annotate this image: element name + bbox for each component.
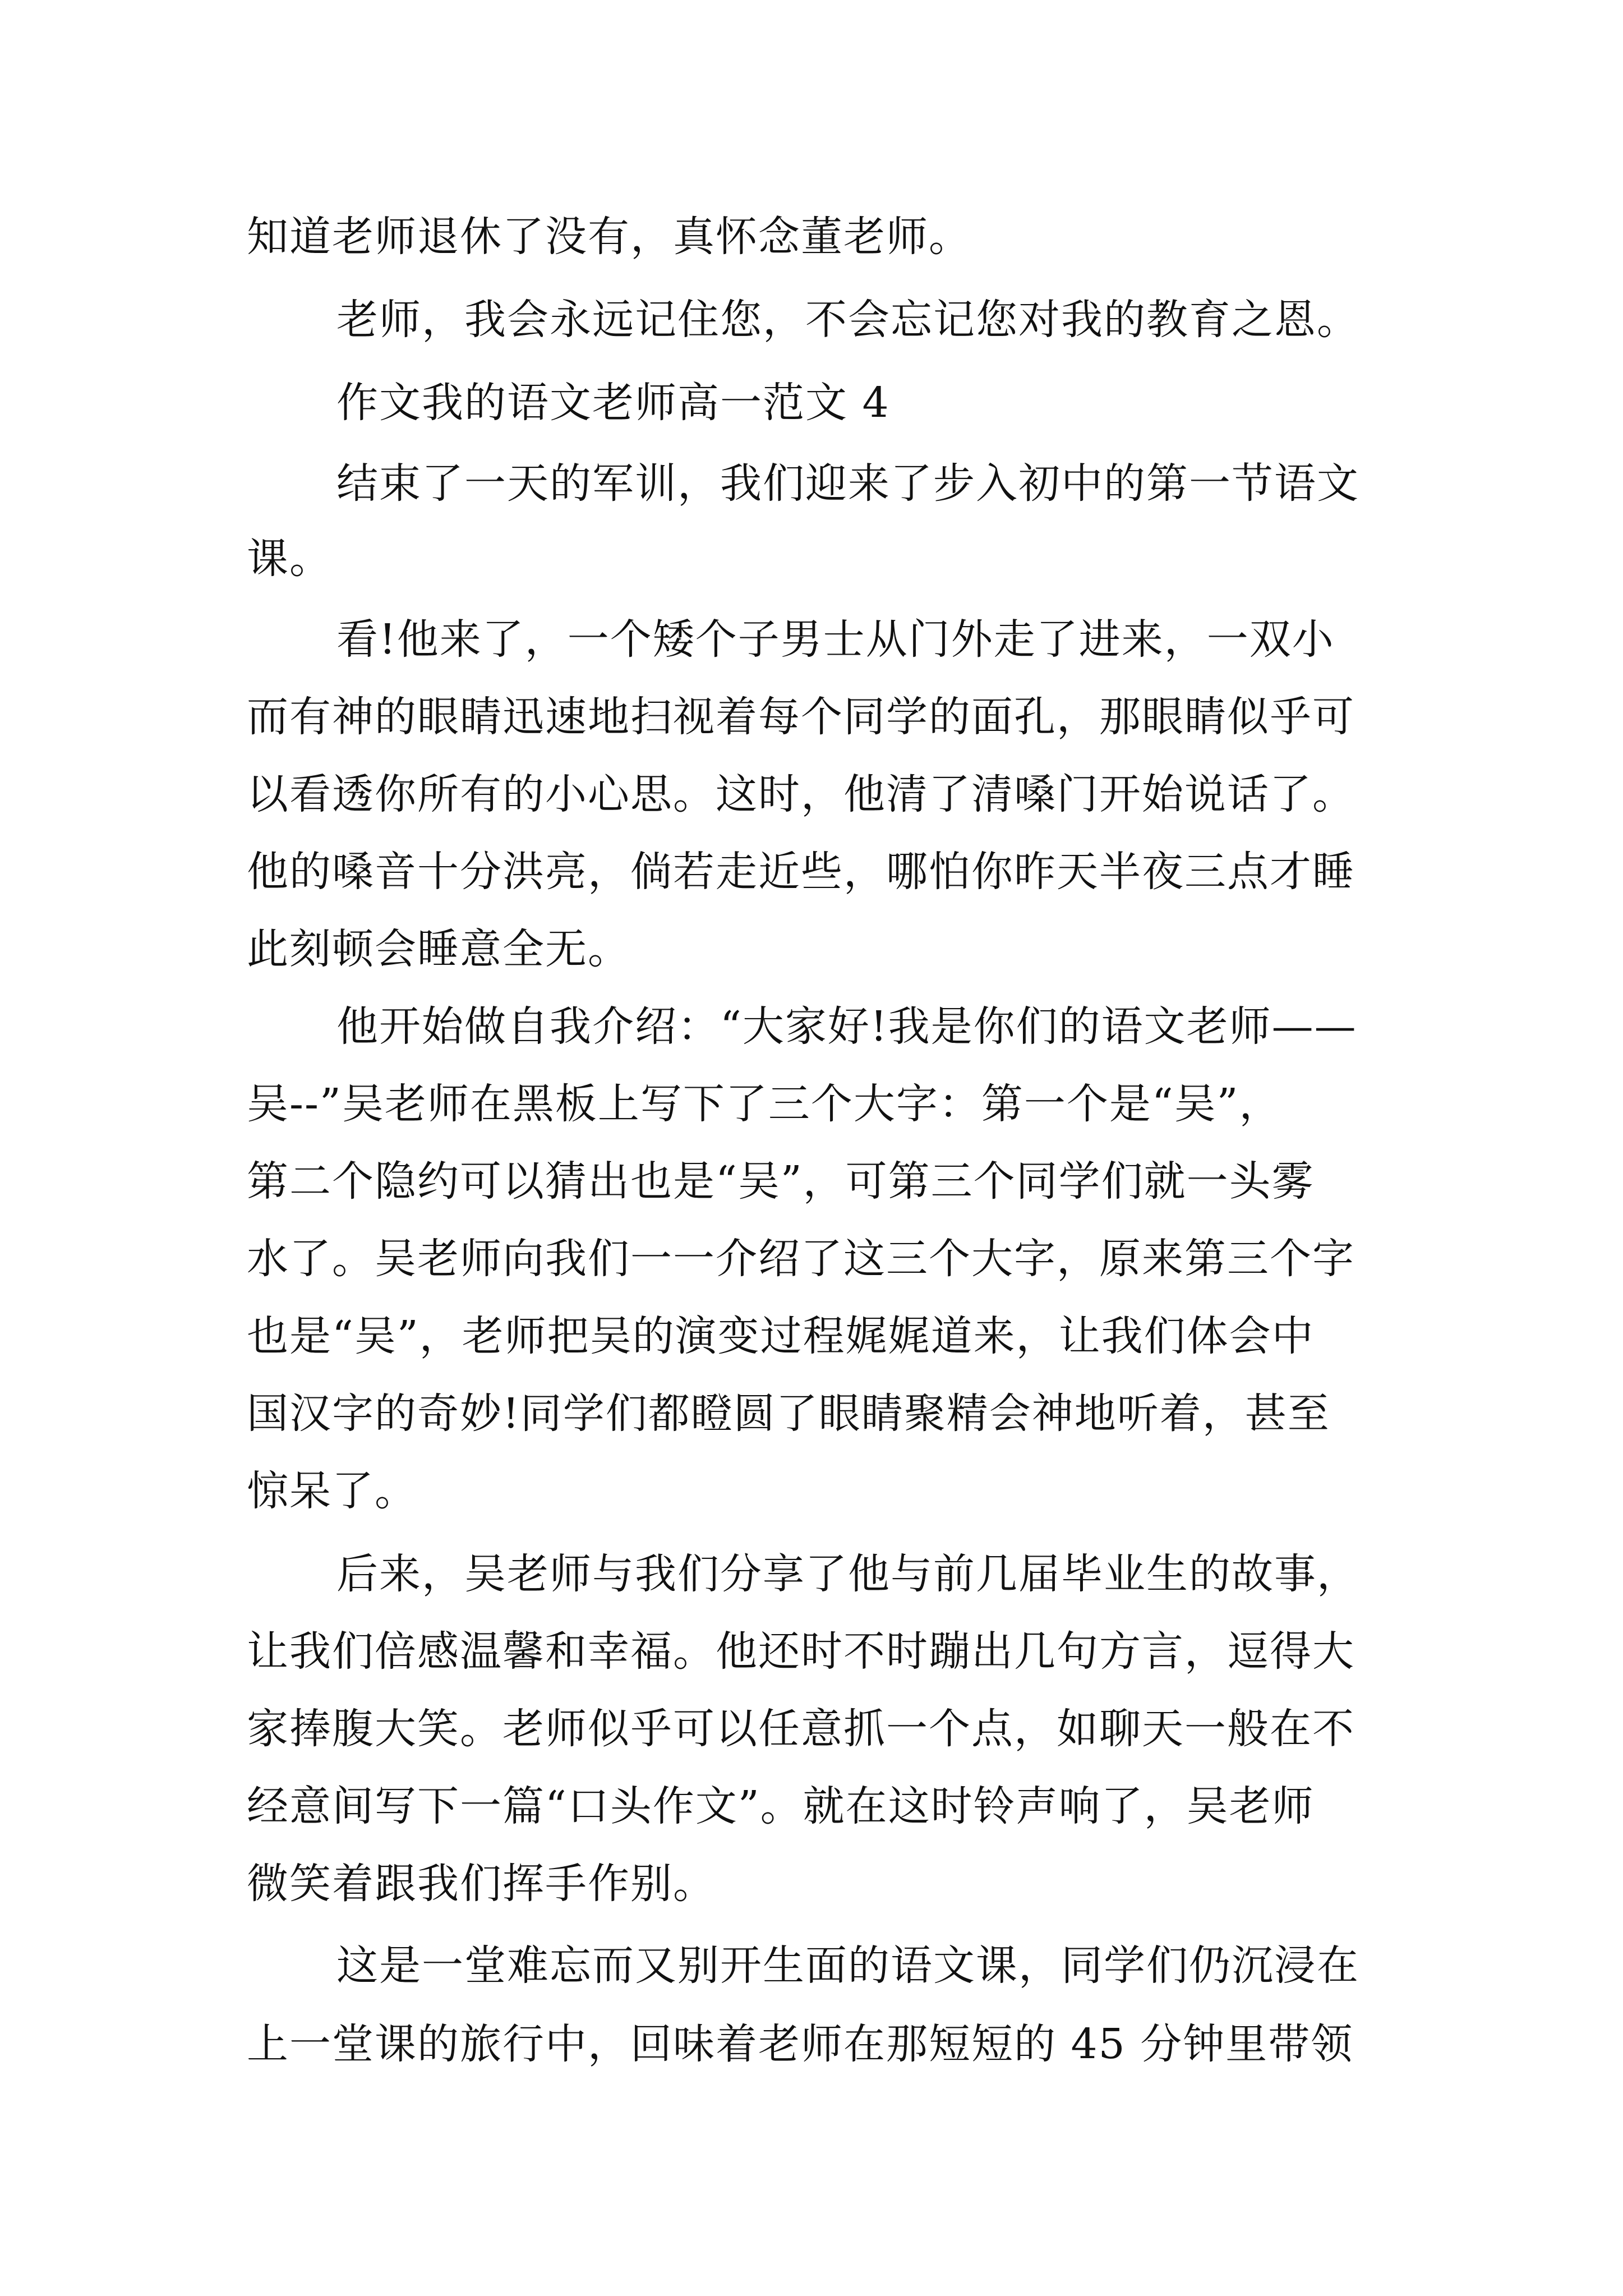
text-line: 吴--”吴老师在黑板上写下了三个大字：第一个是“吴”， [247,1080,1282,1128]
text-line: 以看透你所有的小心思。这时，他清了清嗓门开始说话了。 [247,770,1355,818]
text-line: 看!他来了，一个矮个子男士从门外走了进来，一双小 [336,615,1335,664]
text-line: 第二个隐约可以猜出也是“吴”，可第三个同学们就一头雾 [247,1157,1315,1205]
text-line: 课。 [247,535,332,583]
text-line: 此刻顿会睡意全无。 [247,925,630,973]
text-line: 他开始做自我介绍：“大家好!我是你们的语文老师—— [336,1002,1357,1051]
section-heading: 作文我的语文老师高一范文 4 [336,379,890,427]
text-line: 水了。吴老师向我们一一介绍了这三个大字，原来第三个字 [247,1235,1355,1283]
text-line: 惊呆了。 [247,1467,417,1515]
text-line: 让我们倍感温馨和幸福。他还时不时蹦出几句方言，逗得大 [247,1627,1355,1676]
text-line: 他的嗓音十分洪亮，倘若走近些，哪怕你昨天半夜三点才睡 [247,848,1355,896]
text-line: 上一堂课的旅行中，回味着老师在那短短的 45 分钟里带领 [247,2020,1354,2068]
text-line: 也是“吴”，老师把吴的演变过程娓娓道来，让我们体会中 [247,1312,1315,1360]
text-line: 经意间写下一篇“口头作文”。就在这时铃声响了，吴老师 [247,1782,1315,1830]
text-line: 知道老师退休了没有，真怀念董老师。 [247,213,971,261]
text-line: 这是一堂难忘而又别开生面的语文课，同学们仍沉浸在 [336,1941,1359,1990]
text-line: 老师，我会永远记住您，不会忘记您对我的教育之恩。 [336,296,1359,344]
text-line: 结束了一天的军训，我们迎来了步入初中的第一节语文 [336,459,1359,508]
text-line: 家捧腹大笑。老师似乎可以任意抓一个点，如聊天一般在不 [247,1705,1355,1753]
text-line: 而有神的眼睛迅速地扫视着每个同学的面孔，那眼睛似乎可 [247,693,1355,741]
text-line: 国汉字的奇妙!同学们都瞪圆了眼睛聚精会神地听着，甚至 [247,1389,1330,1438]
text-line: 微笑着跟我们挥手作别。 [247,1860,716,1908]
text-line: 后来，吴老师与我们分享了他与前几届毕业生的故事， [336,1550,1359,1598]
